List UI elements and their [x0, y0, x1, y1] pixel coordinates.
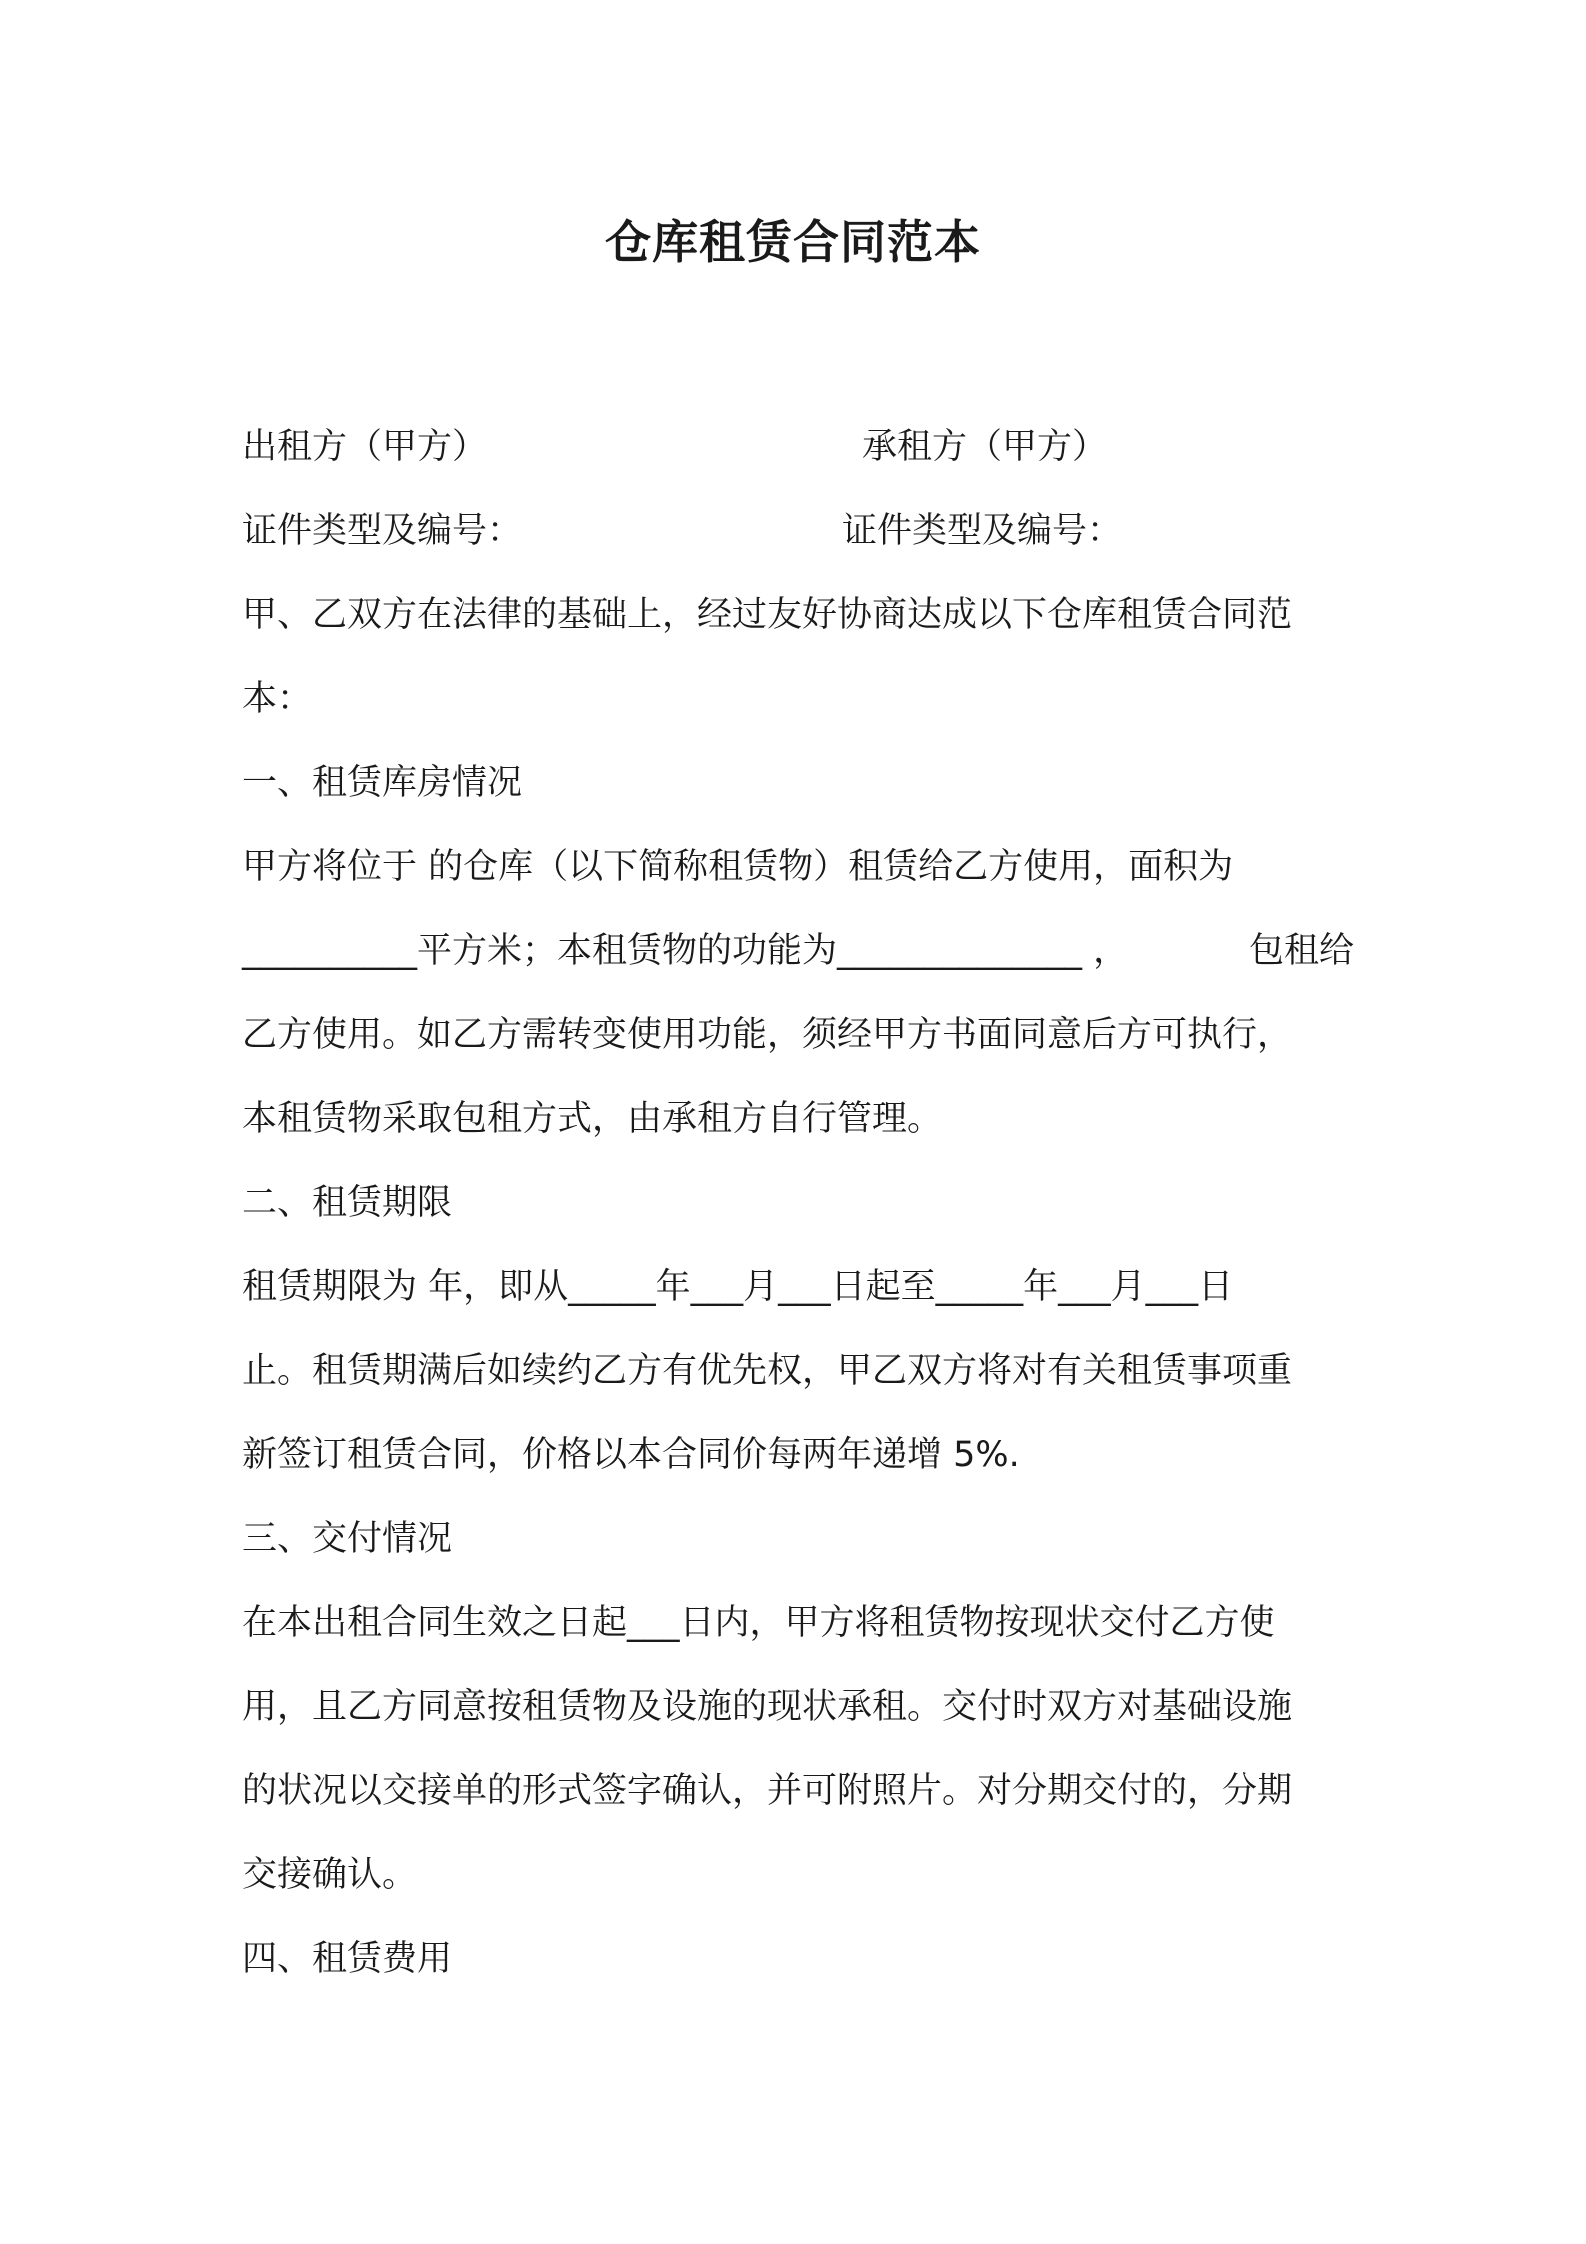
paragraph-line: 用，且乙方同意按租赁物及设施的现状承租。交付时双方对基础设施 — [242, 1687, 1293, 1727]
section-heading: 三、交付情况 — [242, 1519, 453, 1559]
paragraph-line: 租赁期限为 年，即从_____年___月___日起至_____年___月___日 — [242, 1267, 1234, 1307]
lessee-id-label: 证件类型及编号： — [842, 511, 1123, 551]
paragraph-line: 止。租赁期满后如续约乙方有优先权，甲乙双方将对有关租赁事项重 — [242, 1351, 1293, 1391]
paragraph-line: 甲方将位于 的仓库（以下简称租赁物）租赁给乙方使用，面积为 — [242, 847, 1234, 887]
section3-paragraph — [242, 1581, 1354, 1917]
document-title: 仓库租赁合同范本 — [605, 215, 981, 269]
section1-paragraph — [242, 825, 1354, 1161]
paragraph-line: 乙方使用。如乙方需转变使用功能，须经甲方书面同意后方可执行， — [242, 1015, 1293, 1055]
section-heading: 一、租赁库房情况 — [242, 763, 523, 803]
id-row — [242, 489, 1354, 573]
parties-row — [242, 405, 1354, 489]
lessor-id-label: 证件类型及编号： — [242, 511, 523, 551]
paragraph-line-segment: __________平方米；本租赁物的功能为______________ ， — [242, 931, 1129, 971]
lessor-label: 出租方（甲方） — [242, 427, 488, 467]
section2-paragraph — [242, 1245, 1354, 1497]
paragraph-line: 的状况以交接单的形式签字确认，并可附照片。对分期交付的，分期 — [242, 1771, 1293, 1811]
paragraph-line: 新签订租赁合同，价格以本合同价每两年递增 5%. — [242, 1435, 1020, 1475]
paragraph-line-segment: 包租给 — [1248, 931, 1354, 971]
lessee-label: 承租方（甲方） — [862, 427, 1108, 467]
intro-line: 本： — [242, 679, 313, 719]
intro-paragraph — [242, 573, 1354, 741]
paragraph-line: 交接确认。 — [242, 1855, 418, 1895]
paragraph-line: 本租赁物采取包租方式，由承租方自行管理。 — [242, 1099, 943, 1139]
paragraph-line: 在本出租合同生效之日起___日内，甲方将租赁物按现状交付乙方使 — [242, 1603, 1275, 1643]
document-body — [242, 405, 1354, 2001]
paragraph-line — [242, 909, 1354, 993]
section-heading: 四、租赁费用 — [242, 1939, 453, 1979]
intro-line: 甲、乙双方在法律的基础上，经过友好协商达成以下仓库租赁合同范 — [242, 595, 1293, 635]
section-heading: 二、租赁期限 — [242, 1183, 453, 1223]
